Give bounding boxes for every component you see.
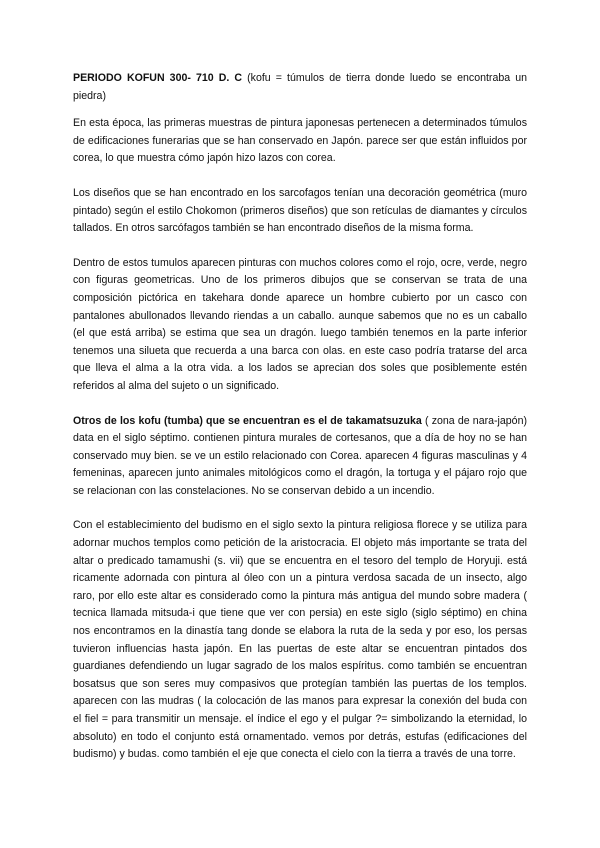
paragraph-tumulos: Dentro de estos tumulos aparecen pinturas con muchos colores como el rojo, ocre, verde, negro con figuras geometricas. Uno de los primeros dibujos que se conservan se trata de una composición pictórica en takehara donde aparece un hombre cubierto por un casco con pantalones abullonados llevando riendas a un caballo. aunque sabemos que no es un caballo (el que está arriba) se estima que sea un dragón. luego también tenemos en la parte inferior tenemos una silueta que recuerda a una barca con olas. en este caso podría tratarse del arca que lleva el alma a la otra vida. a los lados se aprecian dos soles que posiblemente estén referidos al alma del sujeto o un significado. (73, 256, 527, 392)
heading-paragraph (73, 70, 527, 105)
paragraph-budismo: Con el establecimiento del budismo en el siglo sexto la pintura religiosa florece y se utiliza para adornar muchos templos como petición de la aristocracia. El objeto más importante se trata del altar o predicado tamamushi (s. vii) que se encuentra en el tesoro del templo de Horyuji. está ricamente adornada con pintura al óleo con un a pintura verdosa sacada de un insecto, algo raro, por ello este altar es considerado como la pintura más antigua del mundo sobre madera ( tecnica llamada mitsuda-i que tiene que ver con persia) en este siglo (siglo séptimo) en china nos encontramos en la dinastía tang donde se elabora la ruta de la seda y por eso, los persas tuvieron influencias hasta japón. En las puertas de este altar se encuentran pintados dos guardianes defendiendo un lugar sagrado de los malos espíritus. como también se encuentran bosatsus que son seres muy compasivos que protegían también las puertas de los templos. aparecen con las mudras ( la colocación de las manos para expresar la conexión del buda con el fiel = para transmitir un mensaje. el índice el ego y el pulgar ?= simbolizando la eternidad, lo absoluto) en todo el conjunto está ornamentado. vemos por detrás, estufas (edificaciones del budismo) y budas. como también el eje que conecta el cielo con la tierra a través de una torre. (73, 519, 527, 761)
period-subtitle: (kofu = túmulos de tierra donde luedo se encontraba un piedra) (73, 72, 528, 102)
kofu-heading: Otros de los kofu (tumba) que se encuentran es el de takamatsuzuka (73, 414, 422, 427)
paragraph-intro: En esta época, las primeras muestras de pintura japonesas pertenecen a determinados túmulos de edificaciones funerarias que se han conservado en Japón. parece ser que están influidos por corea, lo que muestra cómo japón hizo lazos con corea. (73, 117, 527, 165)
paragraph-designs: Los diseños que se han encontrado en los sarcofagos tenían una decoración geométrica (muro pintado) según el estilo Chokomon (primeros diseños) que son retículas de diamantes y círculos tallados. En otros sarcófagos también se han encontrado diseños de la misma forma. (73, 186, 527, 235)
kofu-text: ( zona de nara-japón) data en el siglo séptimo. contienen pintura murales de cortesanos, que a día de hoy no se han conservado muy bien. se ve un estilo relacionado con Corea. aparecen 4 figuras masculinas y 4 femeninas, aparecen junto animales mitológicos como el dragón, la tortuga y el pájaro rojo que se relacionan con las constelaciones. No se conservan debido a un incendio. (73, 414, 527, 497)
paragraph-takamatsuzuka (73, 413, 527, 501)
period-title: PERIODO KOFUN 300- 710 D. C (73, 72, 243, 84)
